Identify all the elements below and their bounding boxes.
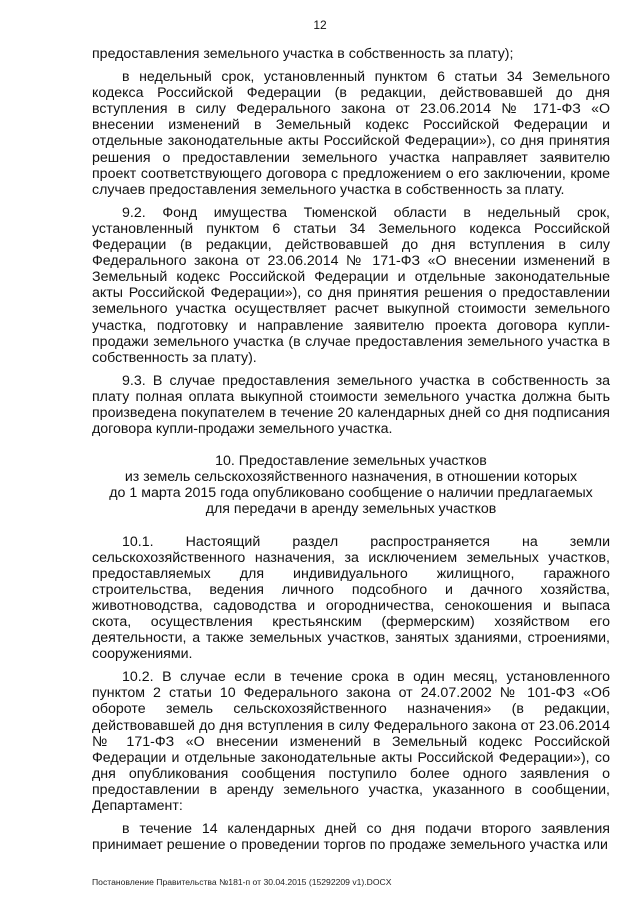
section-heading-10 xyxy=(92,453,610,517)
section-heading-line: до 1 марта 2015 года опубликовано сообщение о наличии предлагаемых xyxy=(109,485,593,502)
paragraph-10-1: 10.1. Настоящий раздел распространяется на земли сельскохозяйственного назначения, за исключением земельных участков, предоставляемых для индивидуального жилищного, гаражного строительства, ведения личного подсобного и дачного хозяйства, животноводства, садоводства и огородничества, сенокошения и выпаса скота, осуществления крестьянским (фермерским) хозяйством его деятельности, а также земельных участков, занятых зданиями, строениями, сооружениями. xyxy=(92,533,610,663)
paragraph-weekly-deadline: в недельный срок, установленный пунктом 6 статьи 34 Земельного кодекса Российской Федерации (в редакции, действовавшей до дня вступления в силу Федерального закона от 23.06.2014 № 171-ФЗ «О внесении изменений в Земельный кодекс Российской Федерации и отдельные законодательные акты Российской Федерации»), со дня принятия решения о предоставлении земельного участка направляет заявителю проект соответствующего договора с предложением о его заключении, кроме случаев предоставления земельного участка в собственность за плату. xyxy=(92,69,610,198)
document-body xyxy=(92,46,610,853)
paragraph-9-3: 9.3. В случае предоставления земельного участка в собственность за плату полная оплата выкупной стоимости земельного участка должна быть произведена покупателем в течение 20 календарных дней со дня подписания договора купли-продажи земельного участка. xyxy=(92,372,610,438)
section-heading-line: из земель сельскохозяйственного назначения, в отношении которых xyxy=(124,469,578,486)
section-heading-line: 10. Предоставление земельных участков xyxy=(215,453,487,470)
paragraph-14-days: в течение 14 календарных дней со дня подачи второго заявления принимает решение о проведении торгов по продаже земельного участка или xyxy=(92,821,610,854)
section-heading-line: для передачи в аренду земельных участков xyxy=(205,501,497,518)
page-number: 12 xyxy=(313,18,327,32)
paragraph-10-2: 10.2. В случае если в течение срока в один месяц, установленного пунктом 2 статьи 10 Федерального закона от 24.07.2002 № 101-ФЗ «Об обороте земель сельскохозяйственного назначения» (в редакции, действовавшей до дня вступления в силу Федерального закона от 23.06.2014 № 171-ФЗ «О внесении изменений в Земельный кодекс Российской Федерации и отдельные законодательные акты Российской Федерации»), со дня опубликования сообщения поступило более одного заявления о предоставлении в аренду земельного участка, указанного в сообщении, Департамент: xyxy=(92,669,610,815)
document-footer: Постановление Правительства №181-п от 30.04.2015 (15292209 v1).DOCX xyxy=(92,877,392,887)
paragraph-continuation: предоставления земельного участка в собственность за плату); xyxy=(92,46,514,62)
paragraph-9-2: 9.2. Фонд имущества Тюменской области в недельный срок, установленный пунктом 6 статьи 34 Земельного кодекса Российской Федерации (в редакции, действовавшей до дня вступления в силу Федерального закона от 23.06.2014 № 171-ФЗ «О внесении изменений в Земельный кодекс Российской Федерации и отдельные законодательные акты Российской Федерации»), со дня принятия решения о предоставлении земельного участка осуществляет расчет выкупной стоимости земельного участка, подготовку и направление заявителю проекта договора купли-продажи земельного участка (в случае предоставления земельного участка в собственность за плату). xyxy=(92,204,610,366)
